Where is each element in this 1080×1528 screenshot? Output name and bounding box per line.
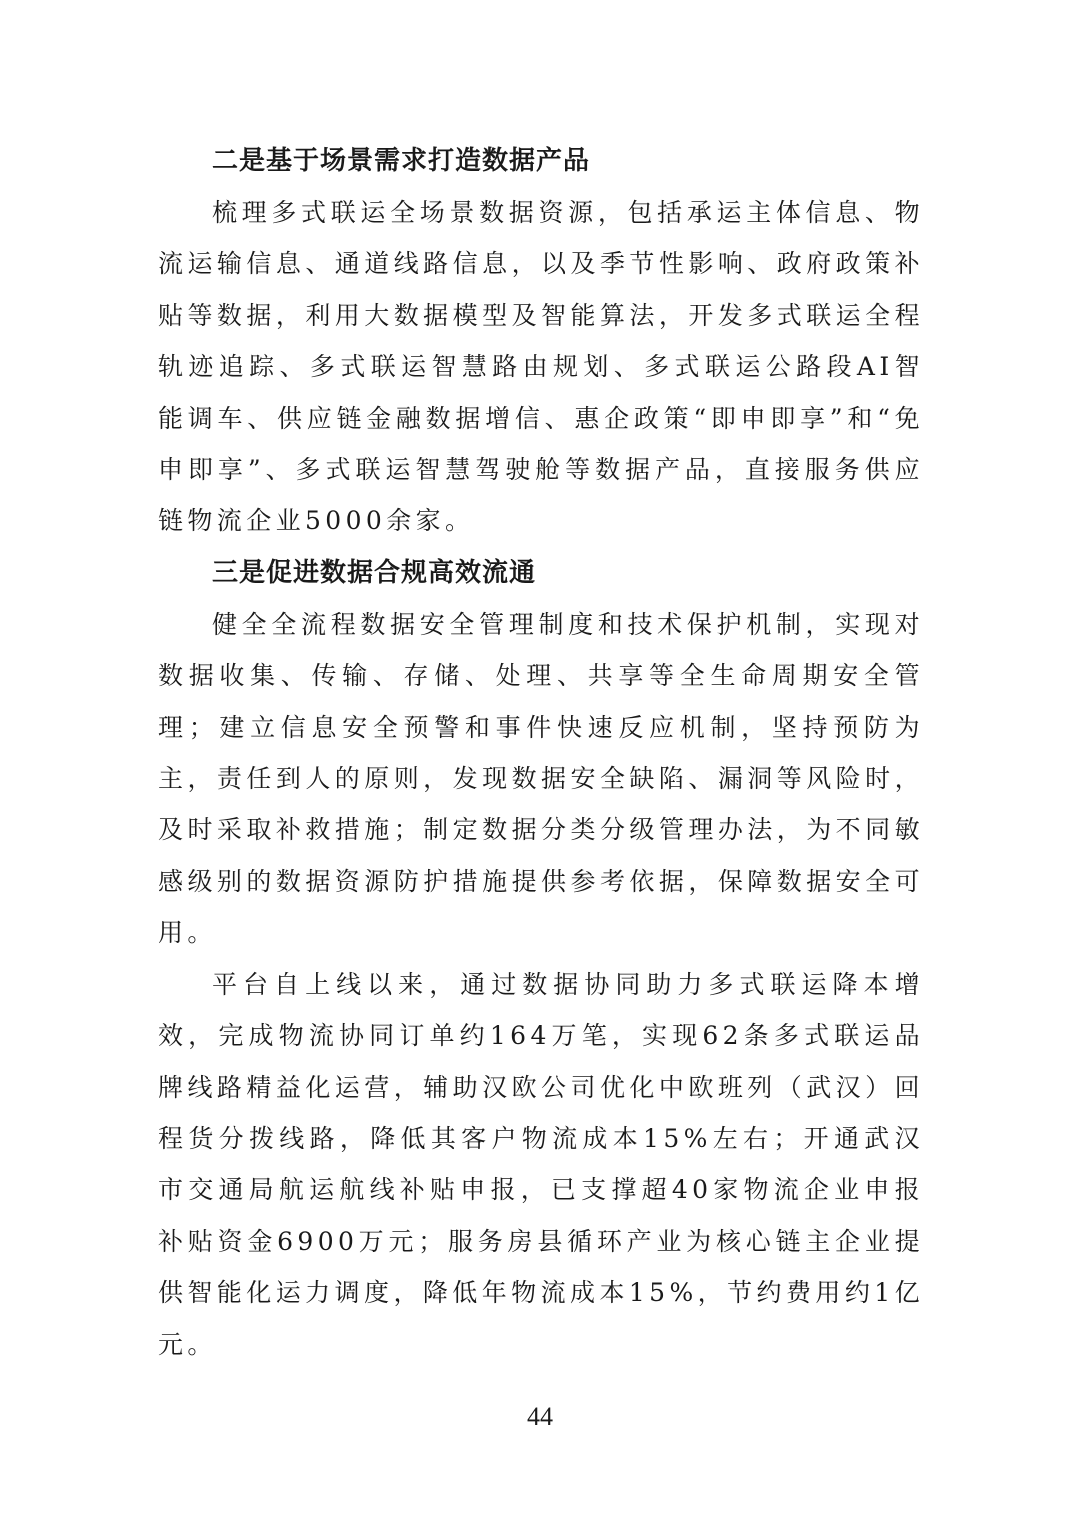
paragraph-platform-results: 平台自上线以来，通过数据协同助力多式联运降本增效，完成物流协同订单约164万笔，实现62条多式联运品牌线路精益化运营，辅助汉欧公司优化中欧班列（武汉）回程货分拨线路，降低其客户物流成本15%左右；开通武汉市交通局航运航线补贴申报，已支撑超40家物流企业申报补贴资金6900万元；服务房县循环产业为核心链主企业提供智能化运力调度，降低年物流成本15%，节约费用约1亿元。 bbox=[158, 969, 924, 1359]
body-text bbox=[158, 135, 924, 1370]
page-number: 44 bbox=[527, 1402, 553, 1431]
section-heading-scenario-data-products: 二是基于场景需求打造数据产品 bbox=[212, 146, 591, 176]
paragraph-data-security: 健全全流程数据安全管理制度和技术保护机制，实现对数据收集、传输、存储、处理、共享等全生命周期安全管理；建立信息安全预警和事件快速反应机制，坚持预防为主，责任到人的原则，发现数据安全缺陷、漏洞等风险时，及时采取补救措施；制定数据分类分级管理办法，为不同敏感级别的数据资源防护措施提供参考依据，保障数据安全可用。 bbox=[158, 609, 924, 948]
section-heading-compliant-data-circulation: 三是促进数据合规高效流通 bbox=[212, 557, 537, 588]
paragraph-data-products: 梳理多式联运全场景数据资源，包括承运主体信息、物流运输信息、通道线路信息，以及季节性影响、政府政策补贴等数据，利用大数据模型及智能算法，开发多式联运全程轨迹追踪、多式联运智慧路由规划、多式联运公路段AI智能调车、供应链金融数据增信、惠企政策“即申即享”和“免申即享”、多式联运智慧驾驶舱等数据产品，直接服务供应链物流企业5000余家。 bbox=[158, 198, 924, 536]
